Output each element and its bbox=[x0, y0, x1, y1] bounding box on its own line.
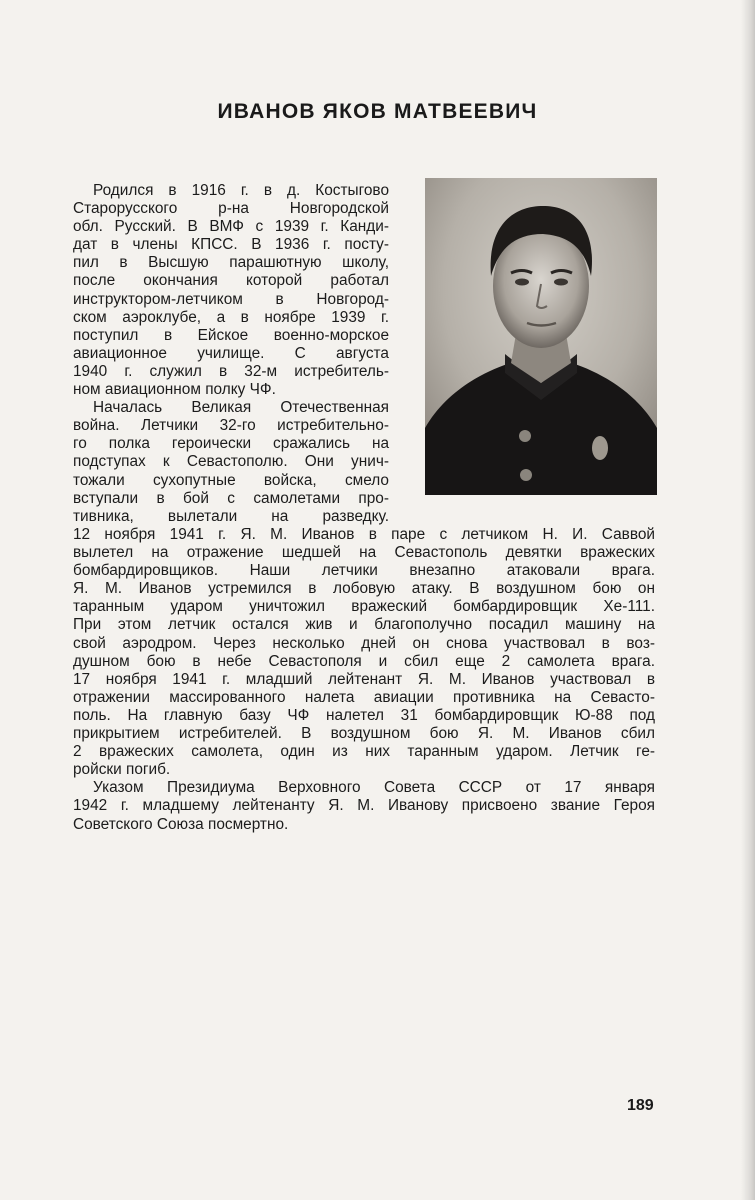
text-line: 1940 г. служил в 32-м истребитель- bbox=[73, 362, 389, 380]
text-line: прикрытием истребителей. В воздушном бою Я. М. Иванов сбил bbox=[73, 725, 655, 743]
text-line: ном авиационном полку ЧФ. bbox=[73, 381, 276, 399]
text-line: вступали в бой с самолетами про- bbox=[73, 489, 389, 507]
text-line: тожали сухопутные войска, смело bbox=[73, 471, 389, 489]
full-width-text bbox=[73, 526, 655, 834]
text-line: война. Летчики 32-го истребительно- bbox=[73, 417, 389, 435]
portrait-illustration bbox=[425, 178, 657, 495]
text-line: подступах к Севастополю. Они унич- bbox=[73, 453, 389, 471]
text-line: душном бою в небе Севастополя и сбил еще 2 самолета врага. bbox=[73, 652, 655, 670]
text-line: Я. М. Иванов устремился в лобовую атаку. В воздушном бою он bbox=[73, 580, 655, 598]
text-line: При этом летчик остался жив и благополучно посадил машину на bbox=[73, 616, 655, 634]
text-line: ройски погиб. bbox=[73, 761, 171, 779]
text-line: таранным ударом уничтожил вражеский бомбардировщик Хе-111. bbox=[73, 598, 655, 616]
text-line: Старорусского р-на Новгородской bbox=[73, 200, 389, 218]
portrait-photo bbox=[425, 178, 657, 495]
text-line: инструктором-летчиком в Новгород- bbox=[73, 290, 389, 308]
text-line: авиационное училище. С августа bbox=[73, 344, 389, 362]
page-edge-shadow bbox=[741, 0, 755, 1200]
text-line: свой аэродром. Через несколько дней он снова участвовал в воз- bbox=[73, 634, 655, 652]
text-line: вылетел на отражение шедшей на Севастополь девятки вражеских bbox=[73, 544, 655, 562]
text-line: пил в Высшую парашютную школу, bbox=[73, 254, 389, 272]
text-line: 2 вражеских самолета, один из них таранным ударом. Летчик ге- bbox=[73, 743, 655, 761]
text-line: обл. Русский. В ВМФ с 1939 г. Канди- bbox=[73, 218, 389, 236]
text-line: 12 ноября 1941 г. Я. М. Иванов в паре с летчиком Н. И. Саввой bbox=[73, 526, 655, 543]
text-line: поль. На главную базу ЧФ налетел 31 бомбардировщик Ю-88 под bbox=[73, 706, 655, 724]
text-line: Родился в 1916 г. в д. Костыгово bbox=[93, 182, 389, 199]
text-line: дат в члены КПСС. В 1936 г. посту- bbox=[73, 236, 389, 254]
text-line: поступил в Ейское военно-морское bbox=[73, 326, 389, 344]
text-line: Советского Союза посмертно. bbox=[73, 815, 289, 833]
text-line: Указом Президиума Верховного Совета СССР от 17 января bbox=[93, 779, 655, 797]
page-number: 189 bbox=[627, 1097, 654, 1114]
text-line: после окончания которой работал bbox=[73, 272, 389, 290]
text-line: 1942 г. младшему лейтенанту Я. М. Иванову присвоено звание Героя bbox=[73, 797, 655, 815]
text-line: ском аэроклубе, а в ноябре 1939 г. bbox=[73, 308, 389, 326]
text-line: Началась Великая Отечественная bbox=[93, 399, 389, 417]
column-text bbox=[73, 182, 389, 526]
text-line: бомбардировщиков. Наши летчики внезапно атаковали врага. bbox=[73, 562, 655, 580]
text-line: 17 ноября 1941 г. младший лейтенант Я. М. Иванов участвовал в bbox=[73, 670, 655, 688]
text-line: го полка героически сражались на bbox=[73, 435, 389, 453]
text-line: тивника, вылетали на разведку. bbox=[73, 507, 389, 525]
page-title: ИВАНОВ ЯКОВ МАТВЕЕВИЧ bbox=[217, 100, 538, 123]
text-line: отражении массированного налета авиации противника на Севасто- bbox=[73, 688, 655, 706]
